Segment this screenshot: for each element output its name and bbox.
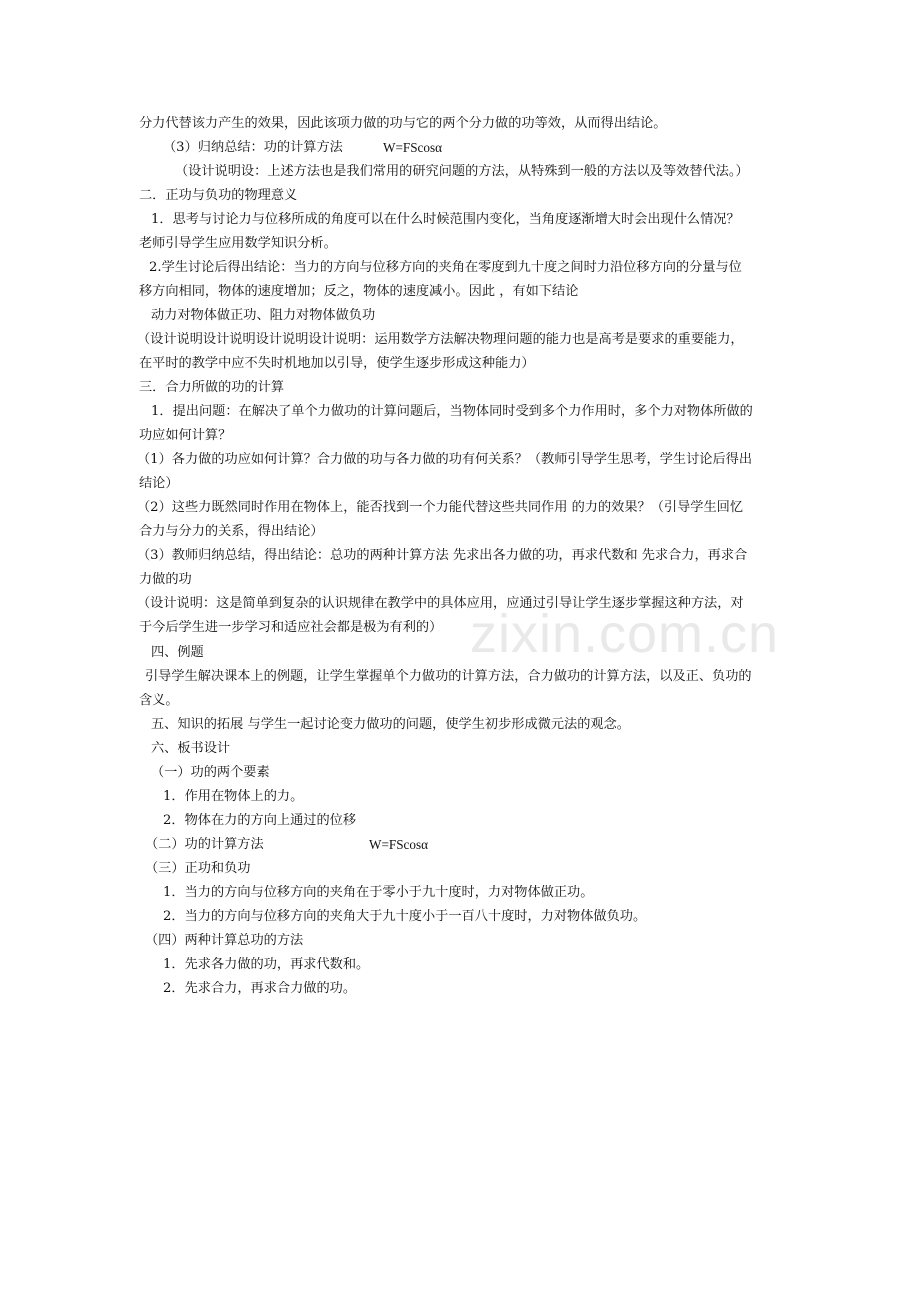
- text-line: （设计说明：这是简单到复杂的认识规律在教学中的具体应用，应通过引导让学生逐步掌握这种方法，对: [137, 596, 744, 611]
- text-line: （设计说明设：上述方法也是我们常用的研究问题的方法，从特殊到一般的方法以及等效替代法。）: [175, 164, 749, 179]
- text-line: 动力对物体做正功、阻力对物体做负功: [151, 308, 376, 323]
- text-line: 五、知识的拓展 与学生一起讨论变力做功的问题，使学生初步形成微元法的观念。: [151, 717, 630, 732]
- text-line: 2．当力的方向与位移方向的夹角大于九十度小于一百八十度时，力对物体做负功。: [163, 909, 647, 924]
- text-line: 老师引导学生应用数学知识分析。: [139, 236, 337, 251]
- section-heading: 三．合力所做的功的计算: [139, 380, 285, 395]
- text-line: 2．物体在力的方向上通过的位移: [163, 813, 357, 828]
- formula: W=FScosα: [369, 837, 429, 852]
- text-line: （3）归纳总结：功的计算方法: [163, 140, 343, 155]
- text-line: （设计说明设计说明设计说明设计说明：运用数学方法解决物理问题的能力也是高考是要求的重要能力，: [137, 332, 744, 347]
- text-line: 1．先求各力做的功，再求代数和。: [163, 957, 370, 972]
- text-line: 1．作用在物体上的力。: [163, 789, 304, 804]
- text-line: 1．提出问题：在解决了单个力做功的计算问题后，当物体同时受到多个力作用时，多个力对物体所做的: [151, 404, 753, 419]
- text-line: 2．先求合力，再求合力做的功。: [163, 981, 357, 996]
- text-line: 移方向相同，物体的速度增加；反之，物体的速度减小。因此 ，有如下结论: [139, 284, 579, 299]
- text-line: 结论）: [139, 476, 179, 491]
- section-heading: 四、例题: [151, 645, 204, 660]
- section-heading: 二．正功与负功的物理意义: [139, 188, 298, 203]
- text-line: 2.学生讨论后得出结论：当力的方向与位移方向的夹角在零度到九十度之间时力沿位移方向的分量与位: [149, 260, 742, 275]
- text-line: 力做的功: [139, 572, 192, 587]
- text-line: 分力代替该力产生的效果，因此该项力做的功与它的两个分力做的功等效，从而得出结论。: [139, 116, 667, 131]
- text-line: 在平时的教学中应不失时机地加以引导，使学生逐步形成这种能力）: [139, 356, 535, 371]
- text-line: 1．思考与讨论力与位移所成的角度可以在什么时候范围内变化，当角度逐渐增大时会出现什么情况？: [151, 212, 740, 227]
- text-line: （2）这些力既然同时作用在物体上，能否找到一个力能代替这些共同作用 的力的效果？（引导学生回忆: [137, 500, 744, 515]
- text-line: 于今后学生进一步学习和适应社会都是极为有利的）: [139, 620, 443, 635]
- section-heading: 六、板书设计: [151, 741, 231, 756]
- text-line: （1）各力做的功应如何计算？合力做的功与各力做的功有何关系？（教师引导学生思考，学生讨论后得出: [137, 452, 753, 467]
- text-line: （一）功的两个要素: [151, 765, 270, 780]
- formula: W=FScosα: [383, 140, 443, 155]
- text-line: 合力与分力的关系，得出结论）: [139, 524, 324, 539]
- text-line: 功应如何计算？: [139, 428, 232, 443]
- text-line: （三）正功和负功: [145, 861, 251, 876]
- text-line: （四）两种计算总功的方法: [145, 933, 304, 948]
- watermark: zixin.com.cn: [470, 604, 780, 664]
- text-line: 1．当力的方向与位移方向的夹角在于零小于九十度时，力对物体做正功。: [163, 885, 594, 900]
- text-line: （3）教师归纳总结，得出结论：总功的两种计算方法 先求出各力做的功，再求代数和 先求合力，再求合: [137, 548, 748, 563]
- text-line: （二）功的计算方法: [145, 837, 264, 852]
- text-line: 含义。: [139, 693, 179, 708]
- text-line: 引导学生解决课本上的例题，让学生掌握单个力做功的计算方法，合力做功的计算方法，以及正、负功的: [145, 669, 752, 684]
